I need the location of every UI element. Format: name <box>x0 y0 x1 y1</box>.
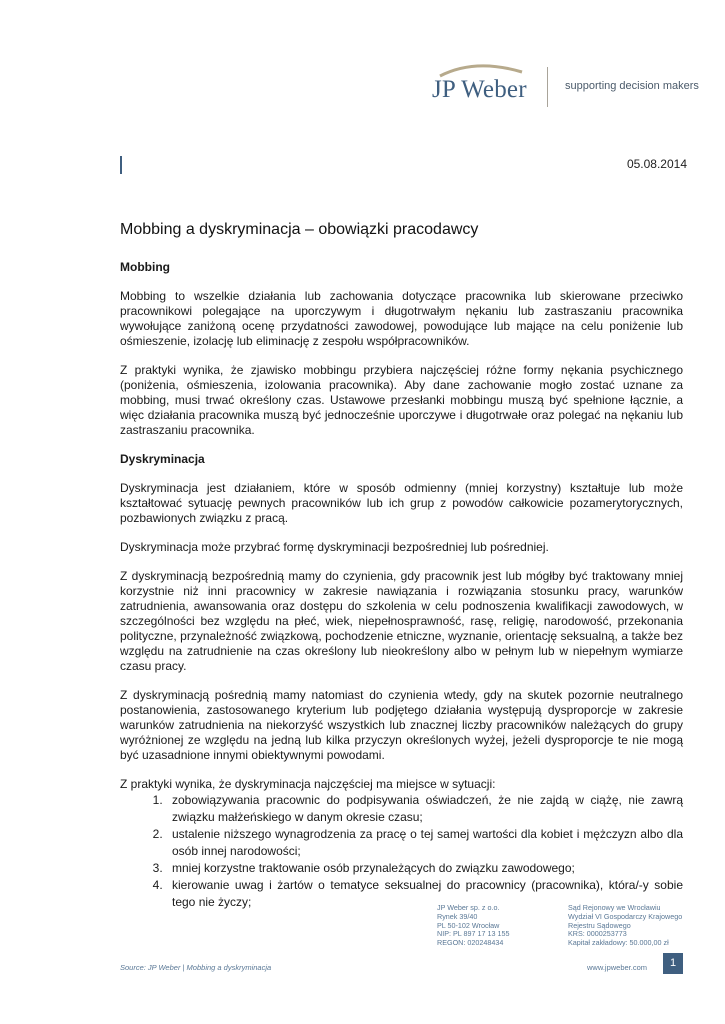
list-item: 4. kierowanie uwag i żartów o tematyce seksualnej do pracownicy (pracownika), która/-y sobie tego nie życzy; <box>166 877 683 911</box>
footer-line: NIP: PL 897 17 13 155 <box>437 929 510 939</box>
list-item: 3. mniej korzystne traktowanie osób przynależących do związku zawodowego; <box>166 860 683 877</box>
footer-website-link[interactable]: www.jpweber.com <box>587 963 648 972</box>
document-title: Mobbing a dyskryminacja – obowiązki pracodawcy <box>120 221 479 238</box>
paragraph: Dyskryminacja może przybrać formę dyskryminacji bezpośredniej lub pośredniej. <box>120 540 549 554</box>
footer-line: JP Weber sp. z o.o. <box>437 903 500 912</box>
paragraph: Mobbing to wszelkie działania lub zachowania dotyczące pracownika lub skierowane przeciwko pracownikowi polegające na uporczywym i długotrwałym nękaniu lub zastraszaniu pracownika wywołujące zaniżoną ocenę przydatności zawodowej, powodujące lub mające na celu poniżenie lub ośmieszenie, izolację lub eliminację z zespołu współpracowników. <box>120 289 683 348</box>
footer-line: Rynek 39/40 <box>437 911 478 921</box>
paragraph: Z dyskryminacją bezpośrednią mamy do czynienia, gdy pracownik jest lub mógłby być traktowany mniej korzystnie niż inni pracownicy w zakresie nawiązania i rozwiązania stosunku pracy, warunków zatrudnienia, awansowania oraz dostępu do szkolenia w celu podnoszenia kwalifikacji zawodowych, w szczególności bez względu na płeć, wiek, niepełnosprawność, rasę, religię, narodowość, przekonania polityczne, przynależność związkową, pochodzenie etniczne, wyznanie, orientację seksualną, a także bez względu na zatrudnienie na czas określony lub nieokreślony albo w pełnym lub w niepełnym wymiarze czasu pracy. <box>120 569 683 673</box>
list-item: 2. ustalenie niższego wynagrodzenia za pracę o tej samej wartości dla kobiet i mężczyzn albo dla osób innej narodowości; <box>166 826 683 860</box>
footer-registry-info <box>568 904 682 948</box>
paragraph: Z praktyki wynika, że zjawisko mobbingu przybiera najczęściej różne formy nękania psychicznego (poniżenia, ośmieszenia, izolowania pracownika). Aby dane zachowanie mogło zostać uznane za mobbing, musi trwać określony czas. Ustawowe przesłanki mobbingu muszą być spełnione łącznie, a więc działania pracownika muszą być jednocześnie uporczywe i długotrwałe oraz polegać na nękaniu lub zastraszaniu pracownika. <box>120 363 683 437</box>
discrimination-list <box>120 792 683 911</box>
paragraph: Z dyskryminacją pośrednią mamy natomiast do czynienia wtedy, gdy na skutek pozornie neutralnego postanowienia, zastosowanego kryterium lub podjętego działania występują dysproporcje w zakresie warunków zatrudnienia na niekorzyść wszystkich lub znacznej liczby pracowników należących do grupy wyróżnionej ze względu na jedną lub kilka przyczyn określonych wyżej, jeżeli dysproporcje te nie mogą być uzasadnione innymi obiektywnymi powodami. <box>120 688 683 762</box>
footer-line: Wydział VI Gospodarczy Krajowego <box>568 911 683 921</box>
document-date: 05.08.2014 <box>626 157 687 171</box>
date-marker <box>120 156 122 174</box>
paragraph: Z praktyki wynika, że dyskryminacja najczęściej ma miejsce w sytuacji: <box>120 777 496 791</box>
logo-name: JP Weber <box>432 76 527 103</box>
footer-line: KRS: 0000253773 <box>568 929 627 939</box>
footer-line: Rejestru Sądowego <box>568 920 631 930</box>
logo-tagline: supporting decision makers <box>565 80 699 92</box>
footer-line: Kapitał zakładowy: 50.000,00 zł <box>568 938 669 948</box>
section-heading-mobbing: Mobbing <box>120 260 170 274</box>
paragraph: Dyskryminacja jest działaniem, które w sposób odmienny (mniej korzystny) kształtuje lub może kształtować sytuację pewnych pracowników lub ich grup z powodów całkowicie pozamerytorycznych, pozbawionych związku z pracą. <box>120 481 683 525</box>
footer-line: Sąd Rejonowy we Wrocławiu <box>568 903 661 912</box>
list-item: 1. zobowiązywania pracownic do podpisywania oświadczeń, że nie zajdą w ciążę, nie zawrą związku małżeńskiego w danym okresie czasu; <box>166 792 683 826</box>
footer-line: REGON: 020248434 <box>437 938 504 948</box>
company-logo <box>430 60 700 110</box>
page-number: 1 <box>663 953 683 974</box>
section-heading-dyskryminacja: Dyskryminacja <box>120 452 205 466</box>
logo-divider <box>547 67 548 107</box>
footer-company-info <box>437 904 509 948</box>
footer-source: Source: JP Weber | Mobbing a dyskryminacja <box>120 963 272 972</box>
footer-line: PL 50-102 Wrocław <box>437 920 500 930</box>
document-body <box>120 220 683 911</box>
